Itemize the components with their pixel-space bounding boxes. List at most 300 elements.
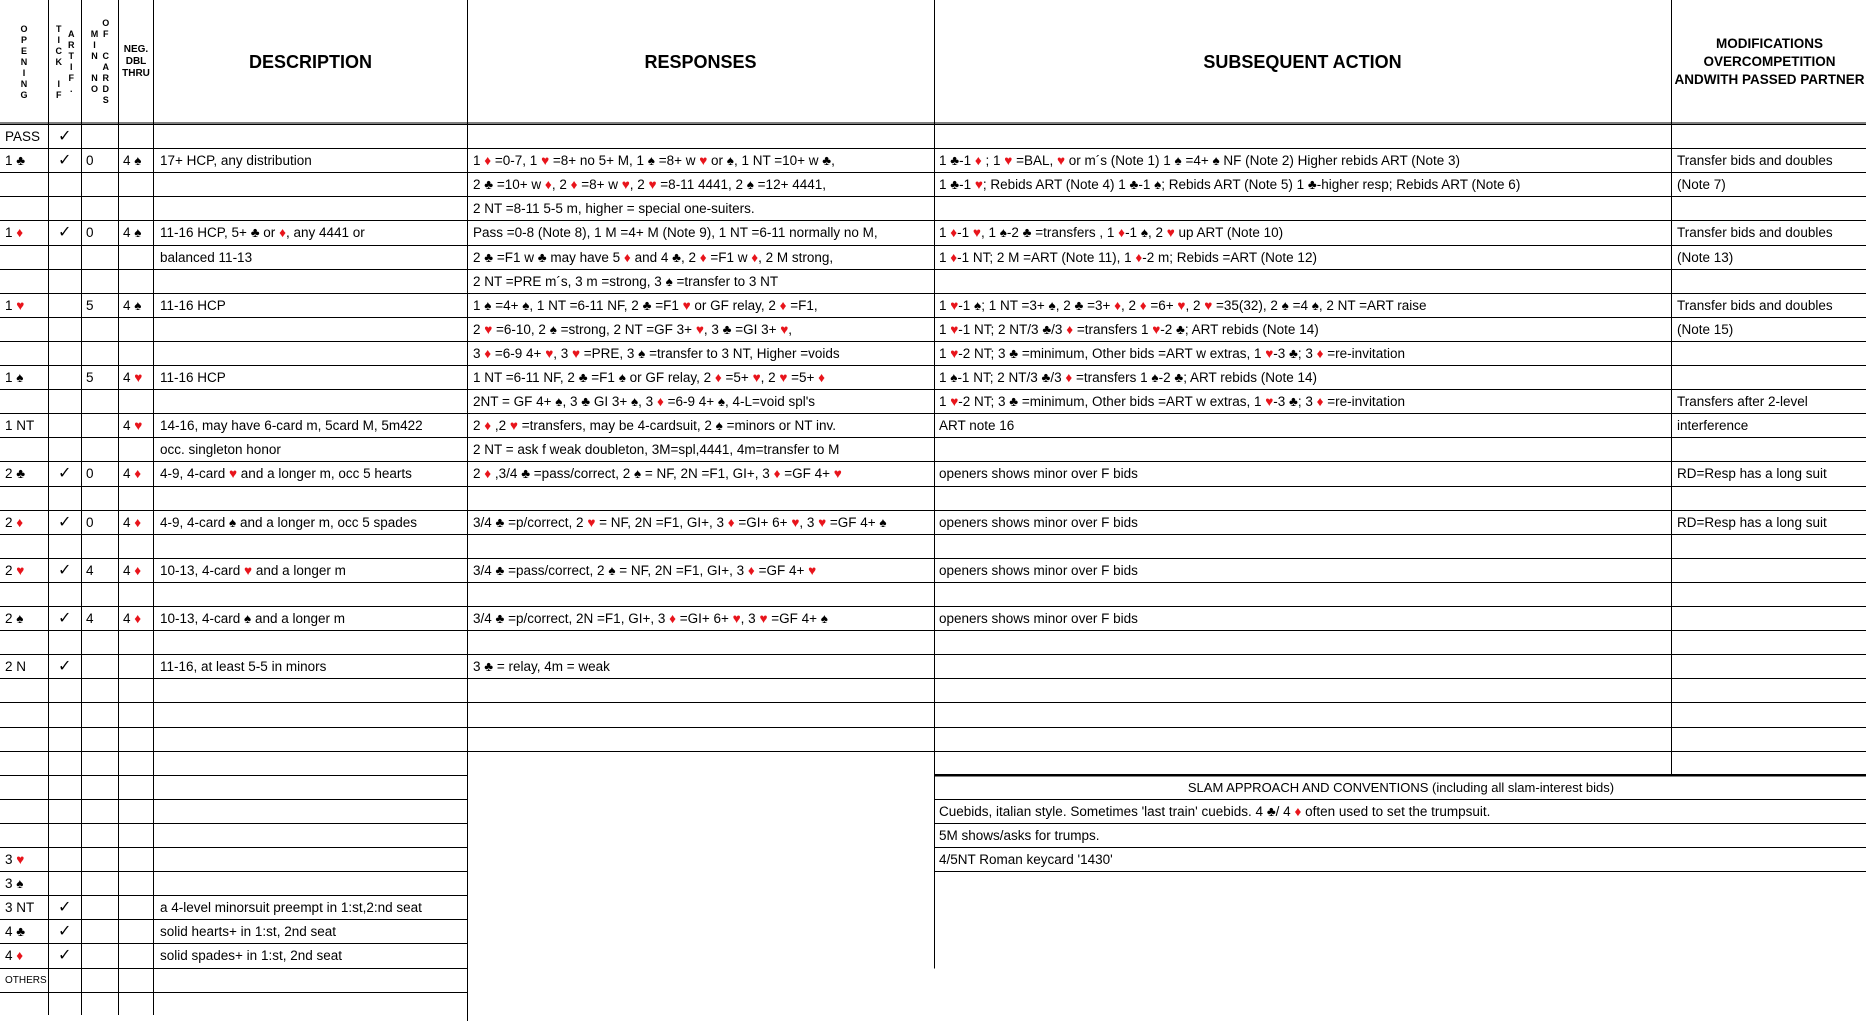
club-suit-icon: ♣: [822, 153, 832, 169]
header-letter: T: [68, 51, 74, 61]
header-letter: M: [90, 29, 99, 39]
heart-suit-icon: ♥: [950, 345, 959, 361]
responses-cell: 3/4 ♣ =p/correct, 2N =F1, GI+, 3 ♦ =GI+ 6+ ♥, 3 ♥ =GF 4+ ♠: [473, 611, 828, 626]
club-suit-icon: ♣: [581, 394, 591, 410]
artificial-tick-mark: ✓: [58, 923, 72, 941]
heart-suit-icon: ♥: [695, 321, 704, 337]
heart-suit-icon: ♥: [134, 418, 143, 434]
artificial-tick-mark: [49, 969, 81, 993]
artificial-tick-mark: ✓: [58, 513, 72, 531]
header-letter: [102, 40, 109, 51]
opening-bid-cell: 3 ♥: [5, 852, 25, 867]
description-cell: 11-16 HCP: [160, 370, 226, 385]
artificial-tick-mark: ✓: [58, 224, 72, 242]
description-cell: [155, 752, 466, 776]
table-row: [0, 872, 1867, 896]
opening-bid-cell: [0, 246, 48, 270]
opening-bid-cell: [0, 679, 48, 703]
club-suit-icon: ♣: [950, 153, 960, 169]
artificial-tick-mark: [49, 342, 81, 366]
table-row: [0, 896, 1867, 920]
header-letter: [56, 68, 63, 79]
heart-suit-icon: ♥: [545, 345, 554, 361]
responses-cell: [468, 800, 933, 824]
table-row: [0, 920, 1867, 944]
modifications-cell: [1672, 728, 1867, 752]
responses-cell: 2 ♥ =6-10, 2 ♠ =strong, 2 NT =GF 3+ ♥, 3 ♣ =GI 3+ ♥,: [473, 321, 793, 337]
neg-dbl-thru-cell: [119, 776, 153, 800]
responses-cell: [468, 583, 933, 607]
club-suit-icon: ♣: [250, 225, 260, 241]
min-cards-cell: [82, 535, 118, 559]
club-suit-icon: ♣: [495, 611, 505, 626]
opening-bid-cell: 2 ♠: [5, 611, 24, 626]
heart-suit-icon: ♥: [791, 514, 800, 530]
table-row: [0, 824, 1867, 848]
opening-bid-cell: 2 ♥: [5, 562, 25, 578]
opening-bid-cell: [0, 487, 48, 511]
responses-cell: 1 ♦ =0-7, 1 ♥ =8+ no 5+ M, 1 ♠ =8+ w ♥ or ♠, 1 NT =10+ w ♣,: [473, 153, 835, 169]
heart-suit-icon: ♥: [1152, 321, 1161, 337]
opening-bid-cell: 1 ♥: [5, 297, 25, 313]
club-suit-icon: ♣: [1041, 370, 1051, 385]
table-row: [0, 944, 1867, 968]
opening-bid-cell: 2 N: [5, 659, 27, 675]
table-row: [0, 390, 1867, 414]
diamond-suit-icon: ♦: [484, 345, 492, 361]
header-letter: C: [55, 45, 62, 56]
modifications-cell: Transfer bids and doubles: [1677, 225, 1833, 241]
neg-dbl-thru-cell: 4 ♦: [123, 466, 142, 482]
artificial-tick-mark: [49, 438, 81, 462]
modifications-cell: Transfers after 2-level: [1677, 394, 1808, 410]
header-letter: N: [91, 51, 98, 61]
modifications-cell: [1672, 535, 1867, 559]
opening-bid-cell: 1 ♣: [5, 153, 26, 169]
header-letter: N: [20, 56, 28, 67]
modifications-cell: [1672, 487, 1867, 511]
club-suit-icon: ♣: [484, 659, 494, 675]
opening-bid-cell: [0, 173, 48, 197]
modifications-cell: (Note 13): [1677, 249, 1734, 265]
neg-dbl-thru-cell: [119, 535, 153, 559]
table-row: [0, 559, 1867, 583]
table-row: [0, 631, 1867, 655]
opening-bid-cell: [0, 438, 48, 462]
heart-suit-icon: ♥: [1177, 297, 1186, 313]
table-row: [0, 438, 1867, 462]
spade-suit-icon: ♠: [618, 370, 626, 385]
club-suit-icon: ♣: [16, 466, 26, 482]
description-cell: [155, 197, 466, 221]
modifications-cell: RD=Resp has a long suit: [1677, 466, 1827, 482]
table-row: [0, 342, 1867, 366]
club-suit-icon: ♣: [672, 249, 681, 265]
heart-suit-icon: ♥: [682, 297, 691, 313]
neg-dbl-thru-cell: [119, 487, 153, 511]
opening-bid-cell: 2 ♣: [5, 466, 26, 482]
header-letter: A: [68, 29, 75, 39]
spade-suit-icon: ♠: [726, 153, 734, 169]
diamond-suit-icon: ♦: [1316, 394, 1324, 410]
neg-dbl-thru-cell: [119, 173, 153, 197]
min-cards-cell: [82, 270, 118, 294]
diamond-suit-icon: ♦: [134, 562, 142, 578]
description-cell: [155, 318, 466, 342]
description-cell: [155, 631, 466, 655]
artificial-tick-mark: [49, 728, 81, 752]
modifications-cell: [1672, 679, 1867, 703]
neg-dbl-thru-cell: [119, 800, 153, 824]
club-suit-icon: ♣: [1289, 394, 1298, 410]
artificial-tick-mark: [49, 583, 81, 607]
responses-cell: 1 ♠ =4+ ♠, 1 NT =6-11 NF, 2 ♣ =F1 ♥ or GF relay, 2 ♦ =F1,: [473, 297, 818, 313]
header-letter: R: [102, 73, 109, 83]
spade-suit-icon: ♠: [633, 466, 642, 482]
spade-suit-icon: ♠: [665, 273, 673, 289]
opening-bid-cell: 2 ♦: [5, 514, 24, 530]
subsequent-action-cell: [935, 125, 1670, 149]
spade-suit-icon: ♠: [16, 876, 24, 892]
diamond-suit-icon: ♦: [751, 249, 759, 265]
modifications-cell: Transfer bids and doubles: [1677, 153, 1833, 169]
header-letter: THRU: [122, 68, 150, 79]
opening-bid-cell: [0, 270, 48, 294]
table-row: [0, 294, 1867, 318]
artificial-tick-mark: ✓: [58, 899, 72, 917]
subsequent-action-cell: [935, 197, 1670, 221]
description-cell: 17+ HCP, any distribution: [160, 153, 312, 169]
heart-suit-icon: ♥: [818, 514, 827, 530]
header-modifications: [1672, 2, 1867, 122]
description-cell: [155, 125, 466, 149]
min-cards-cell: [82, 438, 118, 462]
responses-cell: [468, 944, 933, 968]
header-opening: [0, 2, 48, 122]
heart-suit-icon: ♥: [732, 611, 741, 626]
header-subsequent-action: SUBSEQUENT ACTION: [1203, 51, 1402, 72]
min-cards-cell: [82, 318, 118, 342]
diamond-suit-icon: ♦: [16, 225, 24, 241]
neg-dbl-thru-cell: [119, 944, 153, 968]
table-row: [0, 752, 1867, 776]
description-cell: occ. singleton honor: [160, 442, 281, 458]
diamond-suit-icon: ♦: [714, 370, 722, 385]
responses-cell: 2 NT =8-11 5-5 m, higher = special one-suiters.: [473, 201, 755, 217]
table-row: [0, 969, 1867, 993]
club-suit-icon: ♣: [16, 153, 26, 169]
subsequent-action-cell: [935, 631, 1670, 655]
responses-cell: [468, 776, 933, 800]
spade-suit-icon: ♠: [134, 153, 142, 169]
subsequent-action-cell: 1 ♦-1 NT; 2 M =ART (Note 11), 1 ♦-2 m; Rebids =ART (Note 12): [939, 249, 1317, 265]
modifications-cell: [1672, 583, 1867, 607]
heart-suit-icon: ♥: [752, 370, 761, 385]
description-cell: [155, 342, 466, 366]
neg-dbl-thru-cell: [119, 703, 153, 727]
spade-suit-icon: ♠: [549, 321, 557, 337]
min-cards-cell: [82, 776, 118, 800]
neg-dbl-thru-cell: 4 ♦: [123, 514, 142, 530]
modifications-cell: [1672, 438, 1867, 462]
artificial-tick-mark: ✓: [58, 465, 72, 483]
header-letter: .: [69, 84, 73, 94]
heart-suit-icon: ♥: [1004, 153, 1013, 169]
spade-suit-icon: ♠: [1140, 225, 1148, 241]
spade-suit-icon: ♠: [134, 225, 142, 241]
modifications-cell: RD=Resp has a long suit: [1677, 514, 1827, 530]
description-cell: balanced 11-13: [160, 249, 253, 265]
diamond-suit-icon: ♦: [1316, 345, 1324, 361]
diamond-suit-icon: ♦: [669, 611, 676, 626]
min-cards-cell: [82, 824, 118, 848]
table-row: [0, 173, 1867, 197]
min-cards-cell: [82, 655, 118, 679]
neg-dbl-thru-cell: [119, 679, 153, 703]
modifications-cell: [1672, 270, 1867, 294]
spade-suit-icon: ♠: [879, 514, 887, 530]
min-cards-cell: [82, 414, 118, 438]
spade-suit-icon: ♠: [638, 345, 646, 361]
neg-dbl-thru-cell: [119, 390, 153, 414]
diamond-suit-icon: ♦: [818, 370, 826, 385]
table-row: [0, 800, 1867, 824]
subsequent-action-cell: [935, 655, 1670, 679]
header-min-no-of-cards: [82, 2, 118, 122]
heart-suit-icon: ♥: [587, 514, 596, 530]
responses-cell: [468, 752, 933, 776]
club-suit-icon: ♣: [1174, 370, 1184, 385]
modifications-cell: (Note 15): [1677, 321, 1734, 337]
artificial-tick-mark: [49, 173, 81, 197]
description-cell: [155, 173, 466, 197]
neg-dbl-thru-cell: 4 ♦: [123, 562, 142, 578]
responses-cell: [468, 920, 933, 944]
responses-cell: [468, 631, 933, 655]
responses-cell: [468, 487, 933, 511]
diamond-suit-icon: ♦: [1065, 370, 1073, 385]
artificial-tick-mark: [49, 631, 81, 655]
min-cards-cell: [82, 752, 118, 776]
description-cell: 4-9, 4-card ♥ and a longer m, occ 5 hearts: [160, 466, 412, 482]
responses-cell: 2 ♣ =10+ w ♦, 2 ♦ =8+ w ♥, 2 ♥ =8-11 4441, 2 ♠ =12+ 4441,: [473, 177, 826, 193]
heart-suit-icon: ♥: [648, 177, 657, 193]
modifications-cell: [1672, 366, 1867, 390]
spade-suit-icon: ♠: [608, 562, 616, 578]
spade-suit-icon: ♠: [484, 297, 492, 313]
min-cards-cell: [82, 848, 118, 872]
slam-conventions-cell: 4/5NT Roman keycard '1430': [939, 852, 1113, 867]
heart-suit-icon: ♥: [950, 394, 959, 410]
spade-suit-icon: ♠: [522, 297, 530, 313]
responses-cell: [468, 535, 933, 559]
subsequent-action-cell: [935, 487, 1670, 511]
responses-cell: 3 ♦ =6-9 4+ ♥, 3 ♥ =PRE, 3 ♠ =transfer to 3 NT, Higher =voids: [473, 345, 840, 361]
opening-bid-cell: [0, 776, 48, 800]
header-letter: N: [20, 78, 28, 89]
neg-dbl-thru-cell: [119, 342, 153, 366]
min-cards-cell: 0: [86, 225, 94, 241]
header-letter: WITH PASSED PARTNER: [1703, 72, 1865, 87]
diamond-suit-icon: ♦: [570, 177, 578, 193]
description-cell: 11-16 HCP: [160, 297, 226, 313]
neg-dbl-thru-cell: [119, 969, 153, 993]
description-cell: 4-9, 4-card ♠ and a longer m, occ 5 spades: [160, 514, 418, 530]
heart-suit-icon: ♥: [779, 370, 788, 385]
diamond-suit-icon: ♦: [16, 514, 24, 530]
responses-cell: Pass =0-8 (Note 8), 1 M =4+ M (Note 9), 1 NT =6-11 normally no M,: [473, 225, 878, 241]
header-letter: A: [102, 62, 109, 72]
table-row: [0, 583, 1867, 607]
diamond-suit-icon: ♦: [1139, 297, 1147, 313]
club-suit-icon: ♣: [495, 562, 505, 578]
responses-cell: [468, 824, 933, 848]
club-suit-icon: ♣: [1009, 394, 1019, 410]
diamond-suit-icon: ♦: [134, 466, 142, 482]
club-suit-icon: ♣: [537, 249, 547, 265]
neg-dbl-thru-cell: [119, 752, 153, 776]
neg-dbl-thru-cell: [119, 246, 153, 270]
club-suit-icon: ♣: [950, 177, 960, 193]
spade-suit-icon: ♠: [820, 611, 828, 626]
subsequent-action-cell: 1 ♥-2 NT; 3 ♣ =minimum, Other bids =ART w extras, 1 ♥-3 ♣; 3 ♦ =re-invitation: [939, 345, 1405, 361]
subsequent-action-cell: 1 ♠-1 NT; 2 NT/3 ♣/3 ♦ =transfers 1 ♠-2 ♣; ART rebids (Note 14): [939, 370, 1318, 385]
min-cards-cell: 0: [86, 514, 94, 530]
neg-dbl-thru-cell: [119, 824, 153, 848]
diamond-suit-icon: ♦: [699, 249, 707, 265]
description-cell: [155, 776, 466, 800]
club-suit-icon: ♣: [484, 177, 494, 193]
min-cards-cell: [82, 390, 118, 414]
description-cell: [155, 872, 466, 896]
header-letter: I: [22, 67, 26, 78]
diamond-suit-icon: ♦: [134, 514, 142, 530]
slam-conventions-cell: Cuebids, italian style. Sometimes 'last train' cuebids. 4 ♣/ 4 ♦ often used to set the trumpsuit.: [939, 803, 1491, 819]
min-cards-cell: [82, 487, 118, 511]
diamond-suit-icon: ♦: [773, 466, 781, 482]
min-cards-cell: [82, 944, 118, 968]
neg-dbl-thru-cell: 4 ♠: [123, 153, 142, 169]
responses-cell: [468, 872, 933, 896]
opening-bid-cell: 4 ♦: [5, 948, 24, 964]
spade-suit-icon: ♠: [16, 370, 24, 385]
description-cell: [155, 848, 466, 872]
opening-bid-cell: [0, 824, 48, 848]
responses-cell: [468, 896, 933, 920]
header-neg-dbl-thru: [119, 2, 153, 122]
opening-bid-cell: [0, 631, 48, 655]
description-cell: solid spades+ in 1:st, 2nd seat: [160, 948, 342, 964]
subsequent-action-cell: [935, 535, 1670, 559]
opening-bid-cell: [0, 703, 48, 727]
responses-cell: 3/4 ♣ =pass/correct, 2 ♠ = NF, 2N =F1, GI+, 3 ♦ =GF 4+ ♥: [473, 562, 817, 578]
description-cell: [155, 824, 466, 848]
min-cards-cell: [82, 631, 118, 655]
spade-suit-icon: ♠: [555, 394, 563, 410]
spade-suit-icon: ♠: [950, 370, 958, 385]
subsequent-action-cell: 1 ♣-1 ♥; Rebids ART (Note 4) 1 ♣-1 ♠; Rebids ART (Note 5) 1 ♣-higher resp; Rebids ART (Note 6): [939, 177, 1521, 193]
opening-bid-cell: [0, 800, 48, 824]
artificial-tick-mark: ✓: [58, 947, 72, 965]
header-letter: DBL: [125, 56, 147, 67]
description-cell: [155, 583, 466, 607]
table-row: [0, 462, 1867, 486]
min-cards-cell: [82, 703, 118, 727]
slam-conventions-cell: [935, 969, 1867, 993]
diamond-suit-icon: ♦: [779, 297, 787, 313]
spade-suit-icon: ♠: [1311, 297, 1319, 313]
artificial-tick-mark: [49, 270, 81, 294]
artificial-tick-mark: [49, 703, 81, 727]
min-cards-cell: [82, 872, 118, 896]
responses-cell: 2 ♦ ,2 ♥ =transfers, may be 4-cardsuit, 2 ♠ =minors or NT inv.: [473, 418, 836, 434]
description-cell: a 4-level minorsuit preempt in 1:st,2:nd seat: [160, 900, 422, 916]
artificial-tick-mark: [49, 824, 81, 848]
heart-suit-icon: ♥: [950, 297, 959, 313]
spade-suit-icon: ♠: [1048, 297, 1056, 313]
description-cell: [155, 969, 466, 993]
slam-conventions-cell: [935, 944, 1867, 968]
neg-dbl-thru-cell: [119, 920, 153, 944]
header-letter: E: [20, 45, 27, 56]
artificial-tick-mark: ✓: [58, 561, 72, 579]
diamond-suit-icon: ♦: [950, 225, 958, 241]
opening-bid-cell: OTHERS: [5, 974, 47, 986]
header-letter: NEG.: [123, 44, 149, 55]
modifications-cell: [1672, 342, 1867, 366]
modifications-cell: interference: [1677, 418, 1749, 434]
diamond-suit-icon: ♦: [134, 611, 142, 626]
slam-conventions-cell: [935, 872, 1867, 896]
neg-dbl-thru-cell: [119, 197, 153, 221]
spade-suit-icon: ♠: [631, 394, 639, 410]
heart-suit-icon: ♥: [833, 466, 842, 482]
description-cell: 10-13, 4-card ♠ and a longer m: [160, 611, 346, 626]
club-suit-icon: ♣: [1022, 225, 1032, 241]
artificial-tick-mark: [49, 776, 81, 800]
description-cell: 11-16, at least 5-5 in minors: [160, 659, 327, 675]
responses-cell: 3/4 ♣ =p/correct, 2 ♥ = NF, 2N =F1, GI+, 3 ♦ =GI+ 6+ ♥, 3 ♥ =GF 4+ ♠: [473, 514, 887, 530]
club-suit-icon: ♣: [484, 249, 494, 265]
spade-suit-icon: ♠: [647, 153, 655, 169]
modifications-cell: [1672, 703, 1867, 727]
description-cell: 14-16, may have 6-card m, 5card M, 5m422: [160, 418, 423, 434]
neg-dbl-thru-cell: [119, 583, 153, 607]
min-cards-cell: [82, 969, 118, 993]
table-row: [0, 125, 1867, 149]
artificial-tick-mark: [49, 535, 81, 559]
table-row: [0, 221, 1867, 245]
diamond-suit-icon: ♦: [279, 225, 286, 241]
subsequent-action-cell: openers shows minor over F bids: [939, 611, 1138, 626]
diamond-suit-icon: ♦: [1118, 225, 1126, 241]
heart-suit-icon: ♥: [244, 562, 253, 578]
header-tick-if-artif: [49, 2, 81, 122]
min-cards-cell: [82, 173, 118, 197]
description-cell: 10-13, 4-card ♥ and a longer m: [160, 562, 346, 578]
responses-cell: 2 NT =PRE m´s, 3 m =strong, 3 ♠ =transfer to 3 NT: [473, 273, 779, 289]
artificial-tick-mark: [49, 848, 81, 872]
header-letter: F: [68, 73, 74, 83]
subsequent-action-cell: [935, 703, 1670, 727]
header-letter: D: [102, 84, 109, 94]
modifications-cell: [1672, 607, 1867, 631]
opening-bid-cell: 3 ♠: [5, 876, 24, 892]
subsequent-action-cell: openers shows minor over F bids: [939, 466, 1138, 482]
spade-suit-icon: ♠: [16, 611, 24, 626]
club-suit-icon: ♣: [1307, 177, 1317, 193]
heart-suit-icon: ♥: [1056, 153, 1065, 169]
